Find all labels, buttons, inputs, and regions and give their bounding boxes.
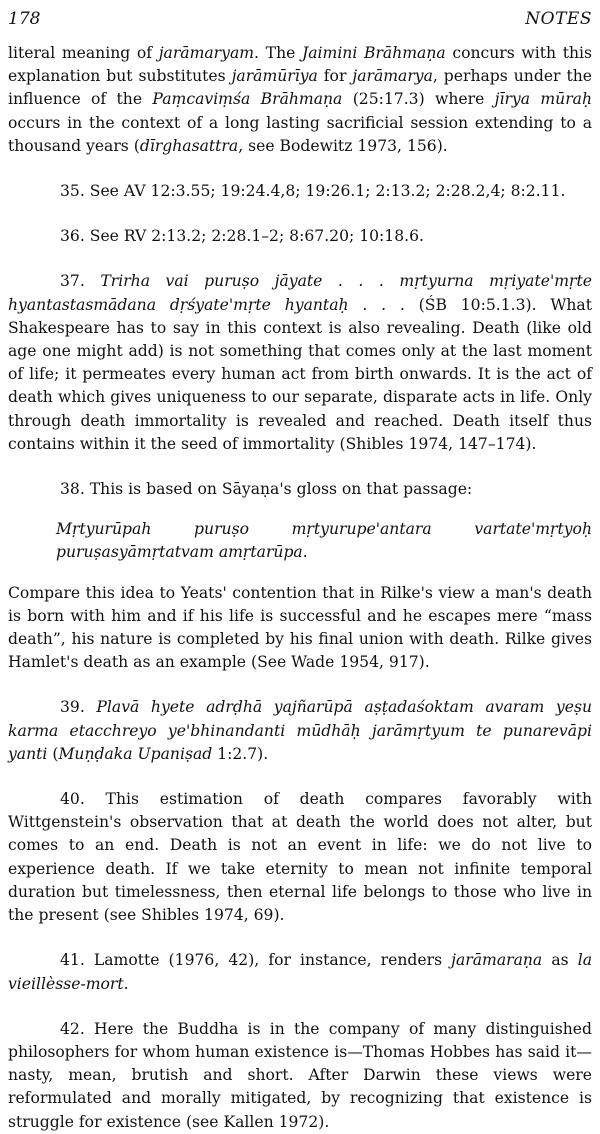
note-38-quotation: Mṛtyurūpah puruṣo mṛtyurupe'antara vartate'mṛtyoḥ puruṣasyāmṛtatvam amṛtarūpa.	[56, 520, 592, 562]
note-36: 36. See RV 2:13.2; 2:28.1–2; 8:67.20; 10:18.6.	[60, 227, 424, 246]
running-title: NOTES	[525, 9, 592, 29]
notes-body	[8, 42, 592, 1134]
note-40: 40. This estimation of death compares favorably with Wittgenstein's observation that at death the world does not alter, but comes to an end. Death is not an event in life: we do not live to experience death. If we take eternity to mean not infinite temporal duration but timelessness, then eternal life belongs to those who live in the present (see Shibles 1974, 69).	[8, 790, 592, 925]
page-number: 178	[8, 9, 41, 29]
note-41: 41. Lamotte (1976, 42), for instance, renders jarāmaraṇa as la vieillèsse-mort.	[8, 951, 593, 993]
note-35: 35. See AV 12:3.55; 19:24.4,8; 19:26.1; 2:13.2; 2:28.2,4; 8:2.11.	[60, 182, 566, 201]
note-42: 42. Here the Buddha is in the company of many distinguished philosophers for whom human existence is—Thomas Hobbes has said it—nasty, mean, brutish and short. After Darwin these views were reformulated and morally mitigated, by recognizing that existence is struggle for existence (see Kallen 1972).	[8, 1019, 592, 1131]
running-header	[8, 6, 592, 32]
note-37: 37. Trirha vai puruṣo jāyate . . . mṛtyurna mṛiyate'mṛte hyantastasmādana dṛśyate'mṛte hyantaḥ . . . (ŚB 10:5.1.3). What Shakespeare has to say in this context is also revealing. Death (like old age one might add) is not something that comes only at the last moment of life; it permeates every human act from birth onwards. It is the act of death which gives uniqueness to our separate, disparate acts in life. Only through death immortality is revealed and reached. Death itself thus contains within it the seed of immortality (Shibles 1974, 147–174).	[8, 272, 592, 453]
note-34-continuation: literal meaning of jarāmaryam. The Jaimini Brāhmaṇa concurs with this explanation but substitutes jarāmūrīya for jarāmarya, perhaps under the influence of the Paṃcaviṃśa Brāhmaṇa (25:17.3) where jīrya mūraḥ occurs in the context of a long lasting sacrificial session extending to a thousand years (dīrghasattra, see Bodewitz 1973, 156).	[8, 44, 593, 155]
note-38-continuation: Compare this idea to Yeats' contention that in Rilke's view a man's death is born with him and if his life is successful and he escapes mere “mass death”, his nature is completed by his final union with death. Rilke gives Hamlet's death as an example (See Wade 1954, 917).	[8, 583, 592, 672]
note-38: 38. This is based on Sāyaṇa's gloss on that passage:	[60, 480, 473, 499]
note-39: 39. Plavā hyete adrḍhā yajñarūpā aṣṭadaśoktam avaram yeṣu karma etacchreyo ye'bhinandanti mūdhāḥ jarāmṛtyum te punarevāpi yanti (Muṇḍaka Upaniṣad 1:2.7).	[8, 698, 593, 763]
